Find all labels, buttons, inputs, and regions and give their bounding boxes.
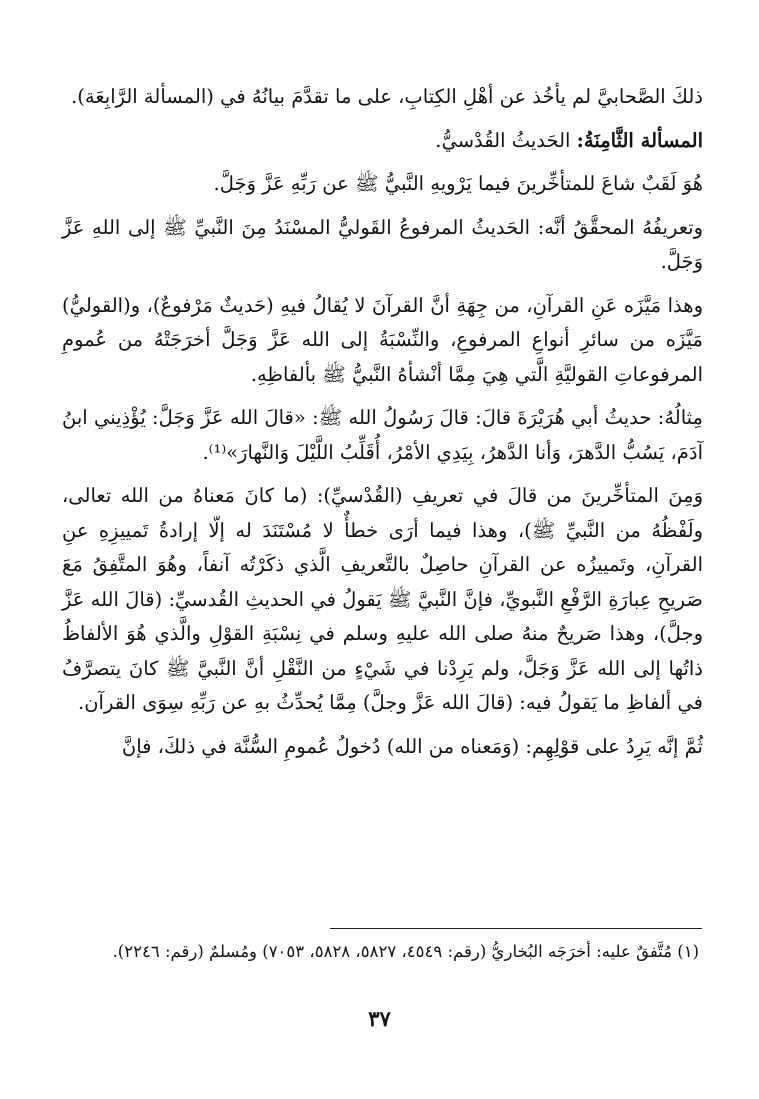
section-heading-title: الحَديثُ القُدْسيُّ. xyxy=(435,128,571,152)
body-paragraph: مِثالُهُ: حديثُ أبي هُرَيْرَةَ قالَ: قالَ رَسُولُ الله ﷺ: «قالَ الله عَزَّ وَجَلَّ: يُؤْذِيني ابنُ آدَمَ، يَسُبُّ الدَّهرَ، وَأنا الدَّهرُ، بِيَدِي الأمْرُ، أُقَلِّبُ اللَّيْلَ وَالنَّهارَ»⁽¹⁾. xyxy=(62,406,703,464)
page-number: ٣٧ xyxy=(368,1006,391,1031)
body-paragraph: ذلكَ الصَّحابيَّ لم يأخُذ عن أهْلِ الكِتابِ، على ما تقدَّمَ بيانُهُ في (المسألة الرَّابِعَة). xyxy=(71,85,703,108)
section-heading-label: المسألة الثَّامِنَةُ: xyxy=(576,128,703,152)
section-heading xyxy=(62,124,703,159)
footnote: (١) مُتَّفقٌ عليه: أخرَجَه البُخاريُّ (رقم: ٤٥٤٩، ٥٨٢٧، ٥٨٢٨، ٧٠٥٣) ومُسلمٌ (رقم: ٢٢٤٦). xyxy=(112,942,699,961)
body-paragraph: وتعريفُهُ المحقَّقُ أنَّه: الحَديثُ المرفوعُ القَوليُّ المسْنَدُ مِنَ النَّبيِّ ﷺ إلى اللهِ عَزَّ وَجَلَّ. xyxy=(62,215,703,273)
footnote-divider xyxy=(330,928,702,929)
body-paragraph: هُوَ لَقَبٌ شاعَ للمتأخِّرينَ فيما يَرْويهِ النَّبيُّ ﷺ عن رَبِّهِ عَزَّ وَجَلَّ. xyxy=(213,172,703,195)
body-paragraph: ثُمَّ إنَّه يَرِدُ على قوْلِهِم: (وَمَعناه من الله) دُخولُ عُمومِ السُّنَّة في ذلكَ، فإنَّ xyxy=(121,734,703,758)
body-paragraph: وهذا مَيَّزَه عَنِ القرآنِ، من جِهَةِ أنَّ القرآنَ لا يُقالُ فيهِ (حَديثٌ مَرْفوعٌ)، و(القوليُّ) مَيَّزَه من سائرِ أنواعِ المرفوعِ، والنِّسْبَةُ إلى الله عَزَّ وَجَلَّ أخرَجَتْهُ من عُمومِ المرفوعاتِ القوليَّةِ الَّتي هِيَ مِمَّا أنْشأهُ النَّبيُّ ﷺ بألفاظِهِ. xyxy=(62,293,703,386)
body-paragraph: وَمِنَ المتأخِّرينَ من قالَ في تعريفِ (القُدْسيِّ): (ما كانَ مَعناهُ من الله تعالى، ولَفْظُهُ من النَّبيِّ ﷺ)، وهذا فيما أرَى خطأٌ لا مُسْتَنَدَ له إلّا إرادةُ تَمييزِهِ عنِ القرآنِ، وتَمييزُه عن القرآنِ حاصِلٌ بالتَّعريفِ الَّذي ذكَرْتُه آنفاً، وهُوَ المتَّفِقُ مَعَ صَريحِ عِبارَةِ الرَّفْعِ النَّبويِّ، فإنَّ النَّبيَّ ﷺ يَقولُ في الحديثِ القُدسيِّ: (قالَ الله عَزَّ وجلَّ)، وهذا صَريحٌ منهُ صلى الله عليهِ وسلم في نِسْبَةِ القوْلِ والَّذي هُوَ الألفاظُ ذاتُها إلى الله عَزَّ وَجَلَّ، ولم يَرِدْنا في شَيْءٍ من النَّقْلِ أنَّ النَّبيَّ ﷺ كانَ يتصرَّفُ في ألفاظِ ما يَقولُ فيه: (قالَ الله عَزَّ وجلَّ) مِمَّا يُحدِّثُ بهِ عن رَبِّهِ سِوَى القرآن. xyxy=(62,484,703,714)
